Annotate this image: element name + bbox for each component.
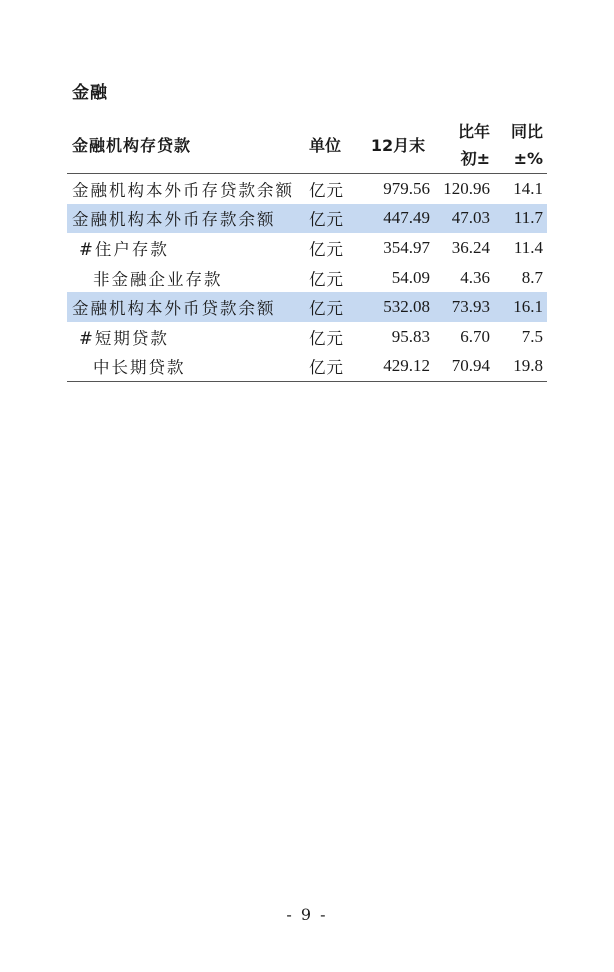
row-change-value: 120.96 [443,178,490,198]
row-name: 金融机构本外币存贷款余额 [72,180,294,200]
row-yoy-value: 11.4 [513,237,543,257]
deposit-loan-table [67,116,547,382]
row-name: 金融机构本外币贷款余额 [67,292,307,322]
row-unit: 亿元 [307,204,362,234]
row-unit: 亿元 [307,292,362,322]
header-change-from-year-start [434,116,494,174]
row-yoy-value: 7.5 [521,326,543,346]
section-title: 金融 [72,83,108,103]
row-name: 非金融企业存款 [93,269,223,289]
row-unit: 亿元 [307,352,362,382]
table-row-highlighted [67,292,547,322]
row-december-value: 532.08 [362,292,434,322]
row-december-value: 979.56 [383,178,430,198]
header-row [67,116,547,174]
row-yoy-value: 8.7 [521,267,543,287]
header-yoy-line1: 同比 [510,121,543,141]
row-december-value: 354.97 [383,237,430,257]
row-unit: 亿元 [309,269,344,289]
row-yoy-value: 19.8 [494,352,547,382]
deposit-loan-table-container [67,116,547,382]
row-change-value: 36.24 [451,237,490,257]
table-header [67,116,547,174]
row-change-value: 4.36 [460,267,490,287]
row-name: 金融机构本外币存款余额 [67,204,307,234]
row-unit: 亿元 [309,328,344,348]
table-row [67,352,547,382]
row-change-value: 47.03 [434,204,494,234]
row-unit: 亿元 [309,180,344,200]
table-row [67,322,547,352]
header-change-line1: 比年 [457,121,490,141]
row-unit: 亿元 [309,239,344,259]
row-december-value: 95.83 [391,326,430,346]
header-yoy-line2: ±% [513,148,543,168]
header-unit: 单位 [307,116,362,174]
header-name: 金融机构存贷款 [67,116,307,174]
row-name: 中长期贷款 [67,352,307,382]
header-december-end: 12月末 [362,116,434,174]
row-december-value: 447.49 [362,204,434,234]
table-row-highlighted [67,204,547,234]
header-change-line2: 初± [460,148,490,168]
row-yoy-value: 16.1 [494,292,547,322]
table-row [67,233,547,263]
row-change-value: 70.94 [434,352,494,382]
row-yoy-value: 11.7 [494,204,547,234]
row-december-value: 54.09 [391,267,430,287]
table-row [67,174,547,204]
row-december-value: 429.12 [362,352,434,382]
row-change-value: 6.70 [460,326,490,346]
table-row [67,263,547,293]
row-yoy-value: 14.1 [513,178,543,198]
page-number: - 9 - [286,905,328,924]
table-body [67,174,547,382]
row-change-value: 73.93 [434,292,494,322]
row-name: #短期贷款 [79,328,169,348]
header-year-on-year [494,116,547,174]
row-name: #住户存款 [79,239,169,259]
